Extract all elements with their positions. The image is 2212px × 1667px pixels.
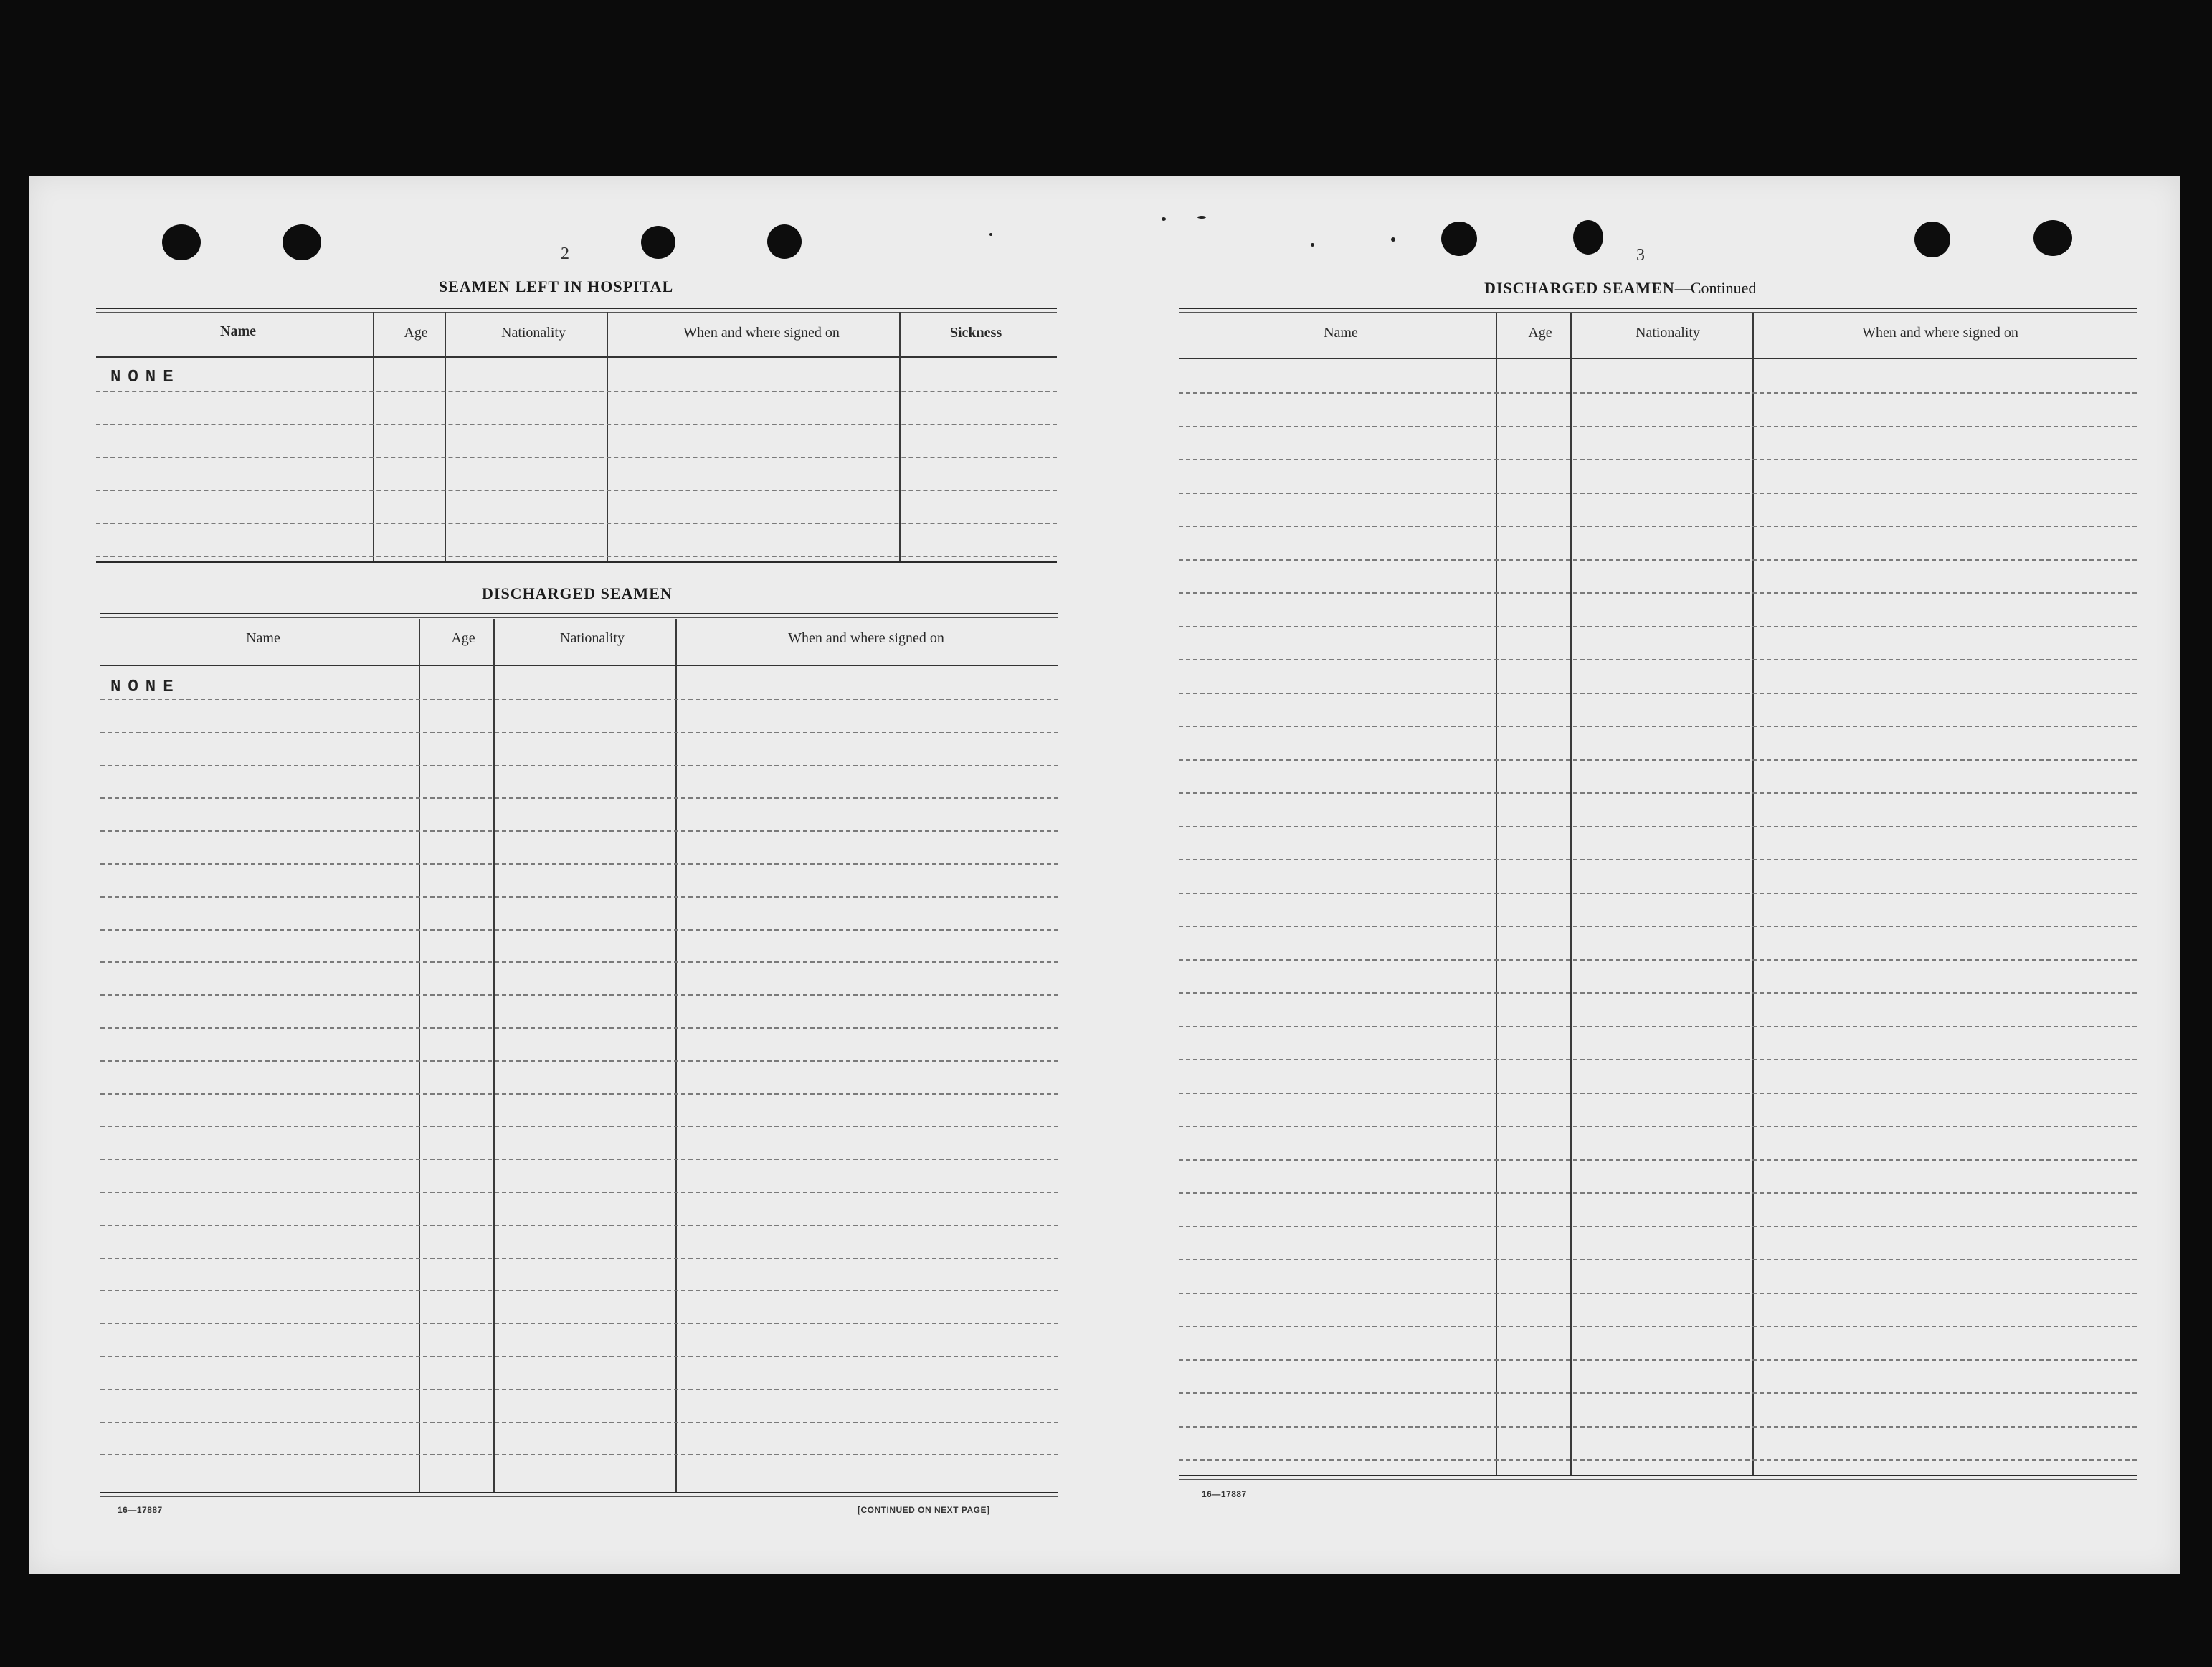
form-line [1179,392,2137,394]
form-line [1179,1426,2137,1428]
form-line [1179,693,2137,694]
discharged-col-divider [419,619,420,1493]
form-number-left: 16—17887 [118,1505,163,1515]
form-line [1179,459,2137,460]
form-line [100,1323,1058,1324]
form-line [1179,1293,2137,1294]
discharged-top-rule [100,613,1058,618]
discharged-bottom-rule [100,1492,1058,1497]
form-line [1179,893,2137,894]
speck [1197,216,1206,219]
document-sheet [29,176,2180,1574]
discharged-col-nationality: Nationality [560,630,625,646]
form-line [100,929,1058,931]
form-line [96,391,1057,392]
hospital-col-divider [899,312,901,563]
hospital-top-rule [96,308,1057,313]
form-line [1179,792,2137,794]
form-line [100,896,1058,898]
form-line [1179,1026,2137,1027]
form-line [1179,1326,2137,1327]
form-line [1179,1126,2137,1127]
punch-hole [2033,220,2072,256]
right-col-nationality: Nationality [1636,325,1700,341]
discharged-col-name: Name [246,630,280,646]
form-line [96,523,1057,524]
speck [1162,217,1166,221]
hospital-col-divider [373,312,374,563]
form-line [100,994,1058,996]
discharged-col-divider [675,619,677,1493]
form-line [100,1389,1058,1390]
punch-hole [1573,220,1603,255]
punch-hole [162,224,201,260]
form-line [1179,493,2137,494]
form-line [1179,826,2137,827]
form-line [1179,926,2137,927]
form-line [1179,1392,2137,1394]
form-line [100,1159,1058,1160]
speck [1311,243,1314,247]
hospital-col-sickness: Sickness [949,325,1002,341]
form-line [100,1192,1058,1193]
form-line [1179,1059,2137,1060]
form-line [100,765,1058,766]
discharged-header-rule [100,665,1058,666]
form-line [100,732,1058,733]
discharged-col-signed-on: When and where signed on [788,630,944,646]
discharged-col-divider [493,619,495,1493]
form-line [100,699,1058,700]
speck [1391,237,1395,242]
form-line [96,556,1057,557]
hospital-header-rule [96,356,1057,358]
form-line [100,830,1058,832]
right-col-divider [1570,313,1572,1476]
form-line [1179,859,2137,860]
hospital-col-age: Age [404,325,428,341]
form-line [1179,1226,2137,1227]
discharged-col-age: Age [451,630,475,646]
form-line [1179,592,2137,594]
hospital-col-signed-on: When and where signed on [683,325,840,341]
form-line [1179,559,2137,561]
form-line [100,1258,1058,1259]
form-line [1179,426,2137,427]
page-number-left: 2 [561,244,569,263]
hospital-col-name: Name [220,323,256,339]
form-line [96,424,1057,425]
form-line [96,457,1057,458]
form-line [1179,759,2137,761]
right-col-age: Age [1528,325,1552,341]
speck [989,233,992,236]
punch-hole [641,226,675,259]
form-line [1179,1459,2137,1461]
form-line [1179,526,2137,527]
punch-hole [283,224,321,260]
hospital-col-divider [445,312,446,563]
form-line [100,1290,1058,1291]
form-line [100,1126,1058,1127]
right-col-signed-on: When and where signed on [1862,325,2018,341]
form-line [1179,1093,2137,1094]
form-line [100,1225,1058,1226]
form-line [1179,1159,2137,1161]
punch-hole [767,224,802,259]
right-col-divider [1752,313,1754,1476]
form-line [96,490,1057,491]
form-line [100,797,1058,799]
hospital-col-divider [607,312,608,563]
form-line [1179,659,2137,660]
form-line [1179,1259,2137,1260]
form-line [100,863,1058,865]
right-section-title [1484,279,1756,298]
hospital-entry: NONE [110,368,181,387]
right-bottom-rule [1179,1475,2137,1480]
form-number-right: 16—17887 [1202,1489,1247,1499]
form-line [1179,959,2137,961]
page-number-right: 3 [1636,246,1645,265]
right-section-title-main: DISCHARGED SEAMEN [1484,279,1675,297]
form-line [1179,992,2137,994]
form-line [100,1060,1058,1062]
form-line [100,1422,1058,1423]
right-top-rule [1179,308,2137,313]
punch-hole [1914,222,1950,257]
form-line [1179,726,2137,727]
form-line [100,1027,1058,1029]
form-line [1179,626,2137,627]
right-col-divider [1496,313,1497,1476]
hospital-section-title: SEAMEN LEFT IN HOSPITAL [439,277,674,295]
discharged-entry: NONE [110,678,181,697]
form-line [1179,1192,2137,1194]
punch-hole [1441,222,1477,256]
hospital-bottom-rule [96,561,1057,566]
right-header-rule [1179,358,2137,359]
continued-note: [CONTINUED ON NEXT PAGE] [858,1505,990,1515]
discharged-section-title: DISCHARGED SEAMEN [482,584,673,602]
form-line [100,1454,1058,1455]
hospital-col-nationality: Nationality [501,325,566,341]
right-col-name: Name [1324,325,1358,341]
form-line [100,961,1058,963]
right-section-title-cont: —Continued [1674,279,1757,297]
form-line [100,1093,1058,1095]
form-line [100,1356,1058,1357]
form-line [1179,1359,2137,1361]
